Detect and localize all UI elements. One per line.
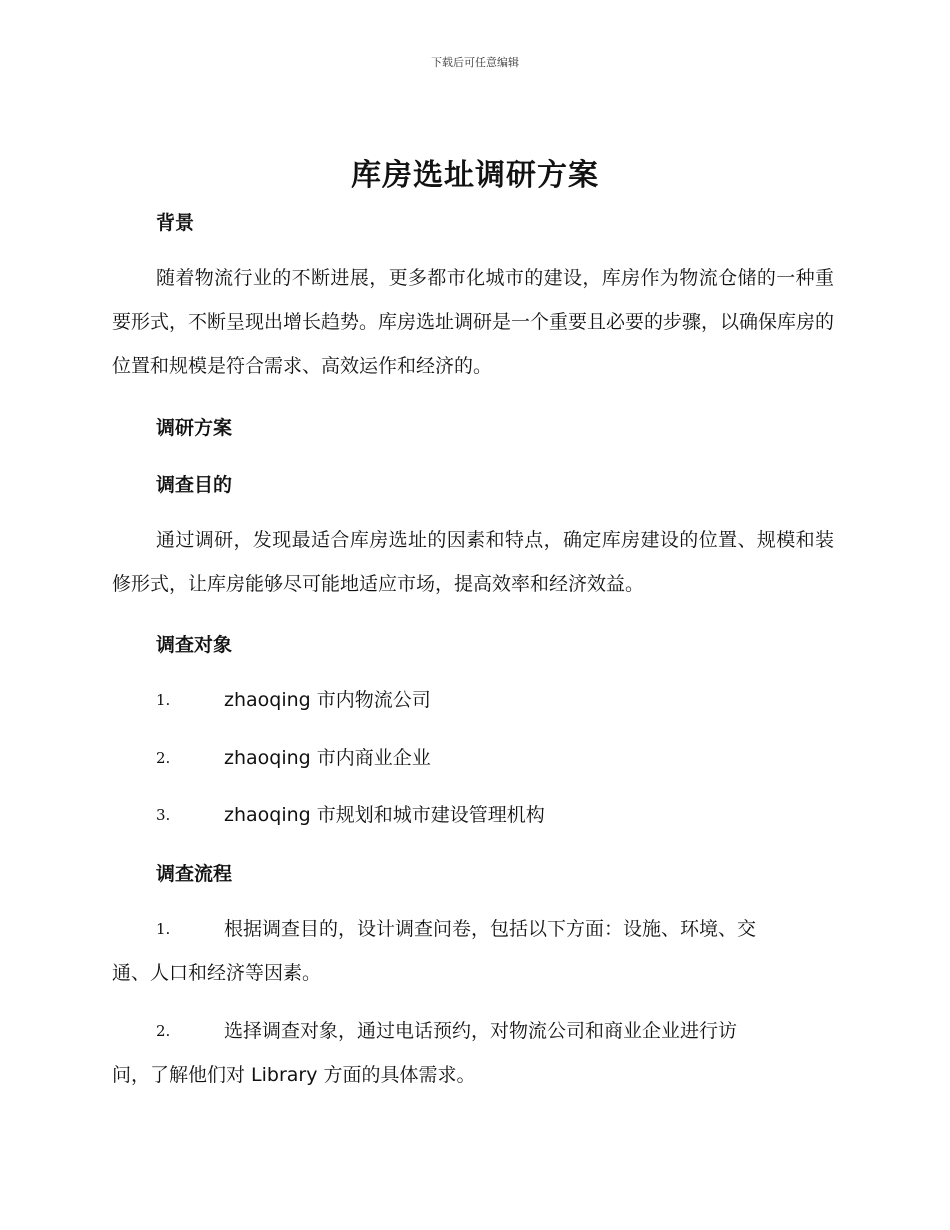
list-item-text: zhaoqing 市内商业企业 bbox=[224, 747, 431, 769]
section-heading-targets: 调查对象 bbox=[156, 634, 233, 656]
page-header-note: 下载后可任意编辑 bbox=[431, 56, 519, 69]
purpose-paragraph: 通过调研，发现最适合库房选址的因素和特点，确定库房建设的位置、规模和装修形式，让库房能够尽可能地适应市场，提高效率和经济效益。 bbox=[112, 529, 834, 595]
list-item-text: zhaoqing 市规划和城市建设管理机构 bbox=[224, 804, 545, 826]
list-item-number: 2. bbox=[156, 1022, 171, 1040]
process-step-continuation: 问，了解他们对 Library 方面的具体需求。 bbox=[112, 1064, 476, 1086]
process-step-line bbox=[112, 1009, 834, 1053]
section-heading-purpose: 调查目的 bbox=[156, 474, 233, 496]
process-step-continuation: 通、人口和经济等因素。 bbox=[112, 962, 322, 984]
process-step bbox=[112, 907, 834, 995]
process-step-line bbox=[112, 907, 834, 951]
list-item-text: zhaoqing 市内物流公司 bbox=[224, 689, 431, 711]
list-item-number: 3. bbox=[156, 806, 171, 824]
section-heading-plan: 调研方案 bbox=[156, 417, 233, 439]
list-item-number: 1. bbox=[156, 920, 171, 938]
process-step bbox=[112, 1009, 834, 1097]
list-item-number: 2. bbox=[156, 749, 171, 767]
process-step-text: 根据调查目的，设计调查问卷，包括以下方面：设施、环境、交 bbox=[224, 918, 757, 940]
section-heading-background: 背景 bbox=[156, 212, 195, 234]
background-paragraph: 随着物流行业的不断进展，更多都市化城市的建设，库房作为物流仓储的一种重要形式，不断呈现出增长趋势。库房选址调研是一个重要且必要的步骤，以确保库房的位置和规模是符合需求、高效运作和经济的。 bbox=[112, 267, 835, 377]
document-title: 库房选址调研方案 bbox=[351, 158, 599, 193]
process-step-text: 选择调查对象，通过电话预约，对物流公司和商业企业进行访 bbox=[224, 1020, 738, 1042]
list-item-number: 1. bbox=[156, 691, 171, 709]
section-heading-process: 调查流程 bbox=[156, 863, 233, 885]
